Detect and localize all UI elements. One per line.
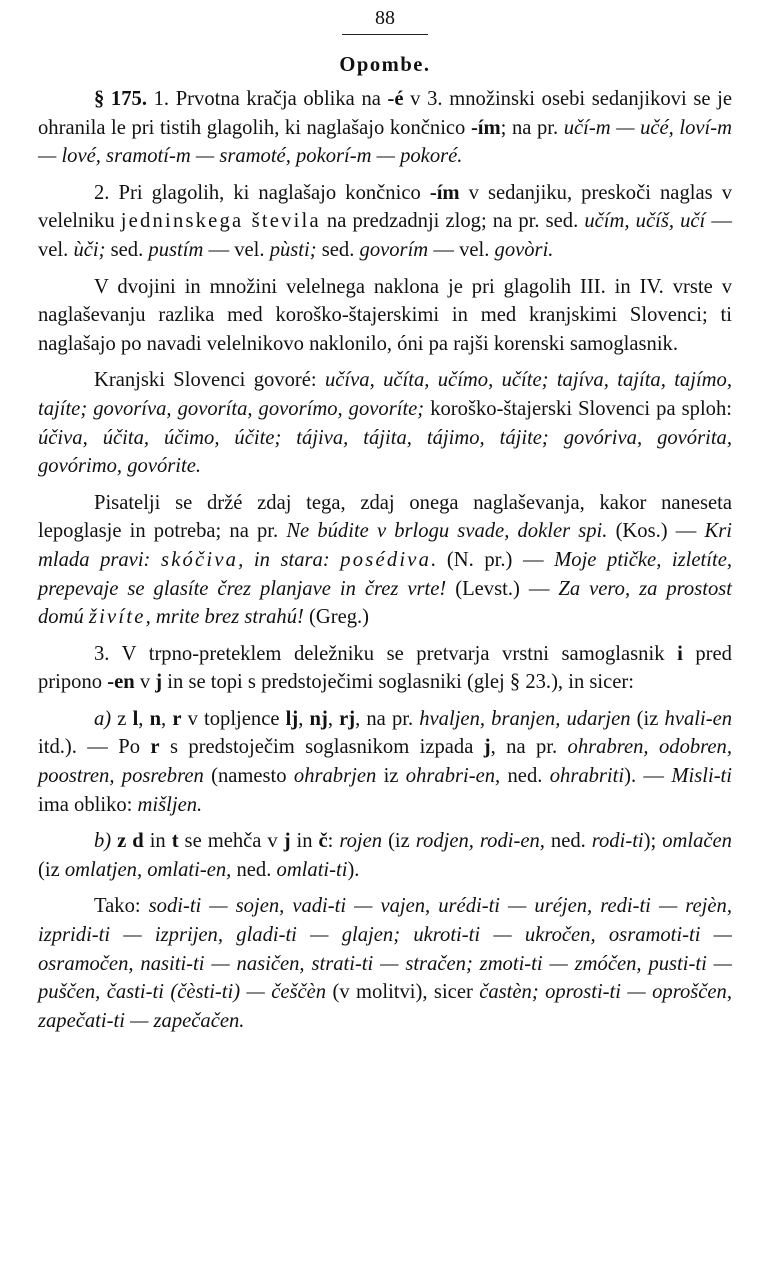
page-number-rule (342, 34, 428, 35)
text-run: , na pr. (490, 736, 568, 759)
text-run: (namesto (203, 765, 294, 788)
example-text: mišljen. (137, 793, 203, 816)
letter-marker: j (283, 830, 291, 853)
example-text: ohrabriti (549, 765, 625, 788)
example-text: pùsti; (269, 238, 317, 261)
spaced-emphasis: jedninskega števila (120, 210, 321, 233)
example-text: hvali-en (664, 707, 733, 730)
example-text: omlati-ti (276, 858, 348, 881)
text-run: 1. Prvotna kračja oblika na (146, 88, 388, 110)
text-run: 2. Pri glagolih, ki naglašajo končnico (94, 181, 430, 204)
text-run: na predzadnji zlog; na pr. sed. (320, 210, 585, 233)
example-text: rodi-ti (591, 830, 644, 853)
spaced-emphasis: živíte (88, 606, 146, 629)
example-text: účiva, účita, účimo, účite; tájiva, tájita, tájimo, tájite; govóriva, govórita, govórimo, govórite. (38, 426, 732, 478)
letter-marker: nj (309, 707, 328, 730)
text-run: ). (347, 858, 360, 881)
paragraph-pisatelji (38, 489, 732, 632)
book-page (38, 6, 732, 1035)
text-run: sed. (105, 238, 149, 261)
paragraph-2 (38, 179, 732, 265)
letter-marker: č (318, 830, 328, 853)
quotation: Moje ptičke, izletíte, prepevaje se glasíte črez planjave in črez vrte! (38, 548, 732, 600)
text-run: v 3. množinski osebi sedanjikovi se je ohranila le pri tistih glagolih, ki naglašajo končnico (38, 88, 733, 139)
example-text: rojen (339, 830, 383, 853)
text-run: ned. (231, 858, 277, 881)
text-run: v topljence (181, 707, 286, 730)
quotation: Kri mlada pravi: (38, 520, 732, 571)
text-run: (iz (38, 858, 65, 881)
letter-marker: d (132, 830, 144, 853)
text-run: v sedanjiku, preskoči naglas v velelniku (38, 181, 732, 233)
letter-marker: r (150, 736, 160, 759)
letter-marker: z (117, 830, 127, 853)
text-run: , (138, 707, 150, 730)
text-run: se mehča v (178, 830, 284, 853)
ending-marker: -ím (470, 116, 501, 139)
paragraph-3b (38, 827, 732, 884)
example-text: omlačen (662, 830, 732, 853)
paragraph-dual-plural: V dvojini in množini velelnega naklona je pri glagolih III. in IV. vrste v naglaševanju razlika med koroško-štajerskimi in med kranjskimi Slovenci; ti naglašajo po navadi velelnikovo naklonilo, óni pa rajši korenski samoglasnik. (38, 275, 732, 355)
text-run: iz (376, 765, 406, 788)
text-run: : (327, 830, 340, 853)
text-run: ima obliko: (38, 793, 138, 816)
spaced-emphasis: posédiva (340, 548, 432, 571)
text-run: in (143, 830, 172, 853)
ending-marker: -é (387, 88, 404, 110)
paragraph-175-1 (38, 85, 732, 171)
text-run: Pisatelji se držé zdaj tega, zdaj onega naglaševanja, kakor naneseta lepoglasje in potreba; na pr. (38, 491, 732, 543)
text-run: in (290, 830, 319, 853)
example-text: ohrabren, odobren, poostren, posrebren (38, 736, 732, 788)
paragraph-3a (38, 705, 732, 819)
text-run: — vel. (428, 238, 495, 261)
text-run: (iz (630, 707, 665, 730)
text-run: , na pr. (355, 707, 420, 730)
text-run: ned. (500, 765, 550, 788)
item-label: a) (94, 707, 112, 730)
text-run: koroško-štajerski Slovenci pa sploh: (424, 397, 732, 420)
example-text: rodjen, rodi-en, (415, 830, 545, 853)
example-text: učím, učíš, učí (584, 210, 706, 233)
ending-marker: -en (107, 671, 135, 694)
example-text: Misli-ti (671, 765, 732, 788)
text-run: ; na pr. (500, 116, 564, 139)
source-citation: (Greg.) (303, 606, 370, 629)
quotation: , in stara: (238, 548, 341, 571)
paragraph-kranjski (38, 366, 732, 480)
letter-marker: rj (339, 707, 356, 730)
text-run: (iz (382, 830, 416, 853)
text-run: Kranjski Slovenci govoré: (94, 369, 325, 392)
letter-marker: t (171, 830, 179, 853)
text-run: in se topi s predstoječimi soglasniki (glej § 23.), in sicer: (162, 671, 634, 694)
page-number: 88 (375, 7, 395, 29)
text-run: pred pripono (38, 642, 732, 694)
letter-marker: n (149, 707, 162, 730)
example-text: omlatjen, omlati-en, (64, 858, 232, 881)
example-text: ohrabrjen (293, 765, 377, 788)
section-heading: Opombe. (339, 54, 431, 76)
text-run: — vel. (38, 210, 732, 261)
text-run: ); (643, 830, 663, 853)
letter-marker: l (132, 707, 139, 730)
text-run: ned. (544, 830, 592, 853)
section-number: § 175. (94, 88, 147, 110)
text-run: z (111, 707, 133, 730)
text-run: v (134, 671, 156, 694)
letter-marker: r (172, 707, 182, 730)
text-run: sed. (316, 238, 360, 261)
text-run: 3. V trpno-preteklem deležniku se pretvarja vrstni samoglasnik (94, 642, 678, 665)
example-text: učíva, učíta, učímo, učíte; tajíva, tajíta, tajímo, tajíte; govoríva, govoríta, govorímo, govoríte; (38, 369, 732, 420)
letter-marker: lj (285, 707, 299, 730)
example-text: govòri. (494, 238, 554, 261)
text-run: s predstoječim soglasnikom izpada (159, 736, 484, 759)
text-run: ). — (624, 765, 672, 788)
example-text: ohrabri-en, (405, 765, 501, 788)
paragraph-3 (38, 640, 732, 697)
quotation: . (431, 548, 437, 571)
source-citation: (N. pr.) — (436, 548, 555, 571)
text-run: , (161, 707, 173, 730)
ending-marker: -ím (429, 181, 460, 204)
example-text: učí-m — učé, loví-m — lové, sramotí-m — sramoté, pokorí-m — pokoré. (38, 116, 732, 168)
source-citation: (Kos.) — (607, 520, 705, 543)
quotation: , mrite brez strahú! (145, 606, 304, 629)
text-run: , (327, 707, 340, 730)
text-run: itd.). — Po (38, 736, 151, 759)
example-text: hvaljen, branjen, udarjen (419, 707, 631, 730)
text-run: (v molitvi), sicer (326, 981, 480, 1004)
example-text: pustím (148, 238, 204, 261)
letter-marker: i (677, 642, 683, 665)
example-text: častèn; oprosti-ti — oproščen, zapečati-ti — zapečačen. (38, 981, 732, 1032)
item-label: b) (94, 830, 112, 853)
source-citation: (Levst.) — (446, 577, 559, 600)
text-run: — vel. (203, 238, 270, 261)
letter-marker: j (483, 736, 491, 759)
quotation: Za vero, za prostost domú (38, 577, 732, 629)
example-text: ùči; (73, 238, 106, 261)
text-run: Tako: (94, 895, 149, 918)
example-text: sodi-ti — sojen, vadi-ti — vajen, urédi-ti — uréjen, redi-ti — rejèn, izpridi-ti — izprijen, gladi-ti — glajen; ukroti-ti — ukročen, osramoti-ti — osramočen, nasiti-ti — nasičen, strati-ti — stračen; zmoti-ti — zmóčen, pusti-ti — puščen, časti-ti (čèsti-ti) — češčèn (38, 895, 732, 1004)
quotation: Ne búdite v brlogu svade, dokler spi. (286, 520, 608, 543)
text-run: , (298, 707, 310, 730)
letter-marker: j (155, 671, 163, 694)
example-text: govorím (359, 238, 429, 261)
spaced-emphasis: skóčiva (161, 548, 239, 571)
paragraph-tako (38, 892, 732, 1035)
